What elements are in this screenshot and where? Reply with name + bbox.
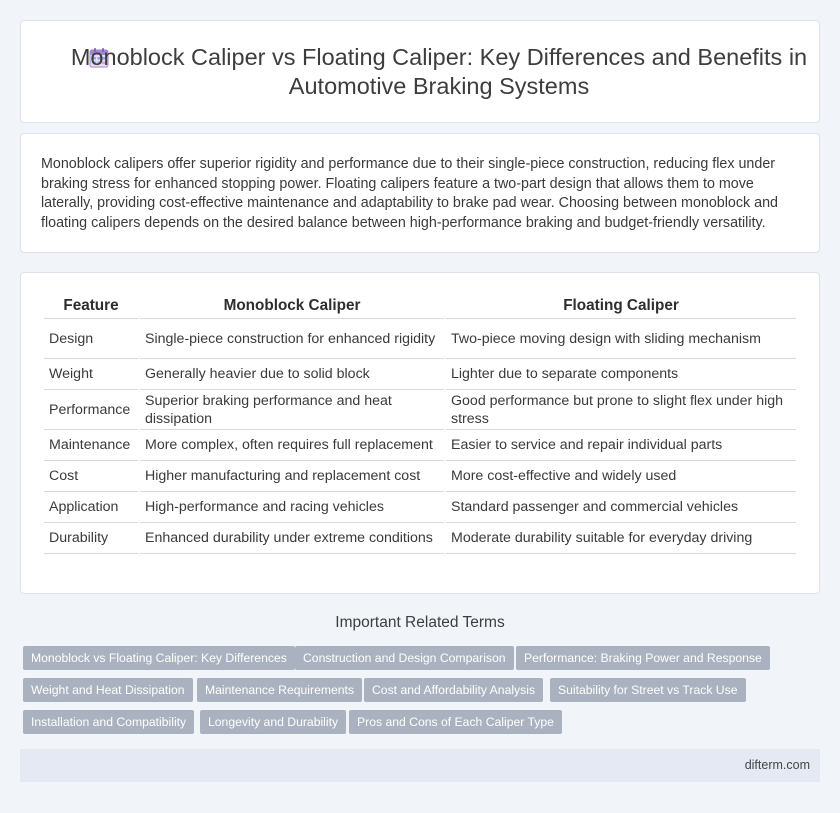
floating-cell: Good performance but prone to slight flex under high stress (446, 390, 796, 430)
comparison-table-card (20, 272, 820, 594)
related-term-tag[interactable]: Pros and Cons of Each Caliper Type (349, 710, 562, 734)
feature-cell: Cost (44, 461, 138, 492)
monoblock-cell: High-performance and racing vehicles (140, 492, 444, 523)
header-monoblock: Monoblock Caliper (140, 294, 444, 319)
comparison-table (42, 294, 798, 554)
monoblock-cell: More complex, often requires full replacement (140, 430, 444, 461)
feature-cell: Design (44, 319, 138, 359)
related-term-tag[interactable]: Maintenance Requirements (197, 678, 362, 702)
related-terms-heading: Important Related Terms (335, 614, 505, 631)
related-term-tag[interactable]: Monoblock vs Floating Caliper: Key Differences (23, 646, 295, 670)
feature-cell: Performance (44, 390, 138, 430)
table-row (44, 430, 796, 461)
related-term-tag[interactable]: Performance: Braking Power and Response (516, 646, 770, 670)
table-row (44, 319, 796, 359)
page-title: Monoblock Caliper vs Floating Caliper: Key Differences and Benefits in Automotive Braking Systems (70, 44, 808, 99)
floating-cell: Two-piece moving design with sliding mechanism (446, 319, 796, 359)
related-terms-list (23, 646, 823, 742)
table-row (44, 461, 796, 492)
header-feature: Feature (44, 294, 138, 319)
feature-cell: Weight (44, 359, 138, 390)
monoblock-cell: Higher manufacturing and replacement cost (140, 461, 444, 492)
feature-cell: Durability (44, 523, 138, 554)
monoblock-cell: Superior braking performance and heat dissipation (140, 390, 444, 430)
title-card (20, 20, 820, 123)
related-term-tag[interactable]: Cost and Affordability Analysis (364, 678, 543, 702)
related-term-tag[interactable]: Installation and Compatibility (23, 710, 194, 734)
floating-cell: Moderate durability suitable for everyday driving (446, 523, 796, 554)
monoblock-cell: Enhanced durability under extreme conditions (140, 523, 444, 554)
site-name[interactable]: difterm.com (744, 758, 810, 772)
monoblock-cell: Generally heavier due to solid block (140, 359, 444, 390)
floating-cell: Standard passenger and commercial vehicles (446, 492, 796, 523)
summary-text: Monoblock calipers offer superior rigidity and performance due to their single-piece construction, reducing flex under braking stress for enhanced stopping power. Floating calipers feature a two-part design that allows them to move laterally, providing cost-effective maintenance and adaptability to brake pad wear. Choosing between monoblock and floating calipers depends on the desired balance between high-performance braking and budget-friendly versatility. (41, 156, 779, 231)
footer (20, 749, 820, 782)
feature-cell: Maintenance (44, 430, 138, 461)
table-row (44, 359, 796, 390)
related-term-tag[interactable]: Suitability for Street vs Track Use (550, 678, 746, 702)
related-term-tag[interactable]: Weight and Heat Dissipation (23, 678, 193, 702)
floating-cell: Lighter due to separate components (446, 359, 796, 390)
table-row (44, 523, 796, 554)
header-floating: Floating Caliper (446, 294, 796, 319)
feature-cell: Application (44, 492, 138, 523)
floating-cell: Easier to service and repair individual parts (446, 430, 796, 461)
related-term-tag[interactable]: Longevity and Durability (200, 710, 346, 734)
summary-card (20, 133, 820, 253)
floating-cell: More cost-effective and widely used (446, 461, 796, 492)
table-row (44, 390, 796, 430)
related-term-tag[interactable]: Construction and Design Comparison (295, 646, 514, 670)
monoblock-cell: Single-piece construction for enhanced rigidity (140, 319, 444, 359)
table-row (44, 492, 796, 523)
